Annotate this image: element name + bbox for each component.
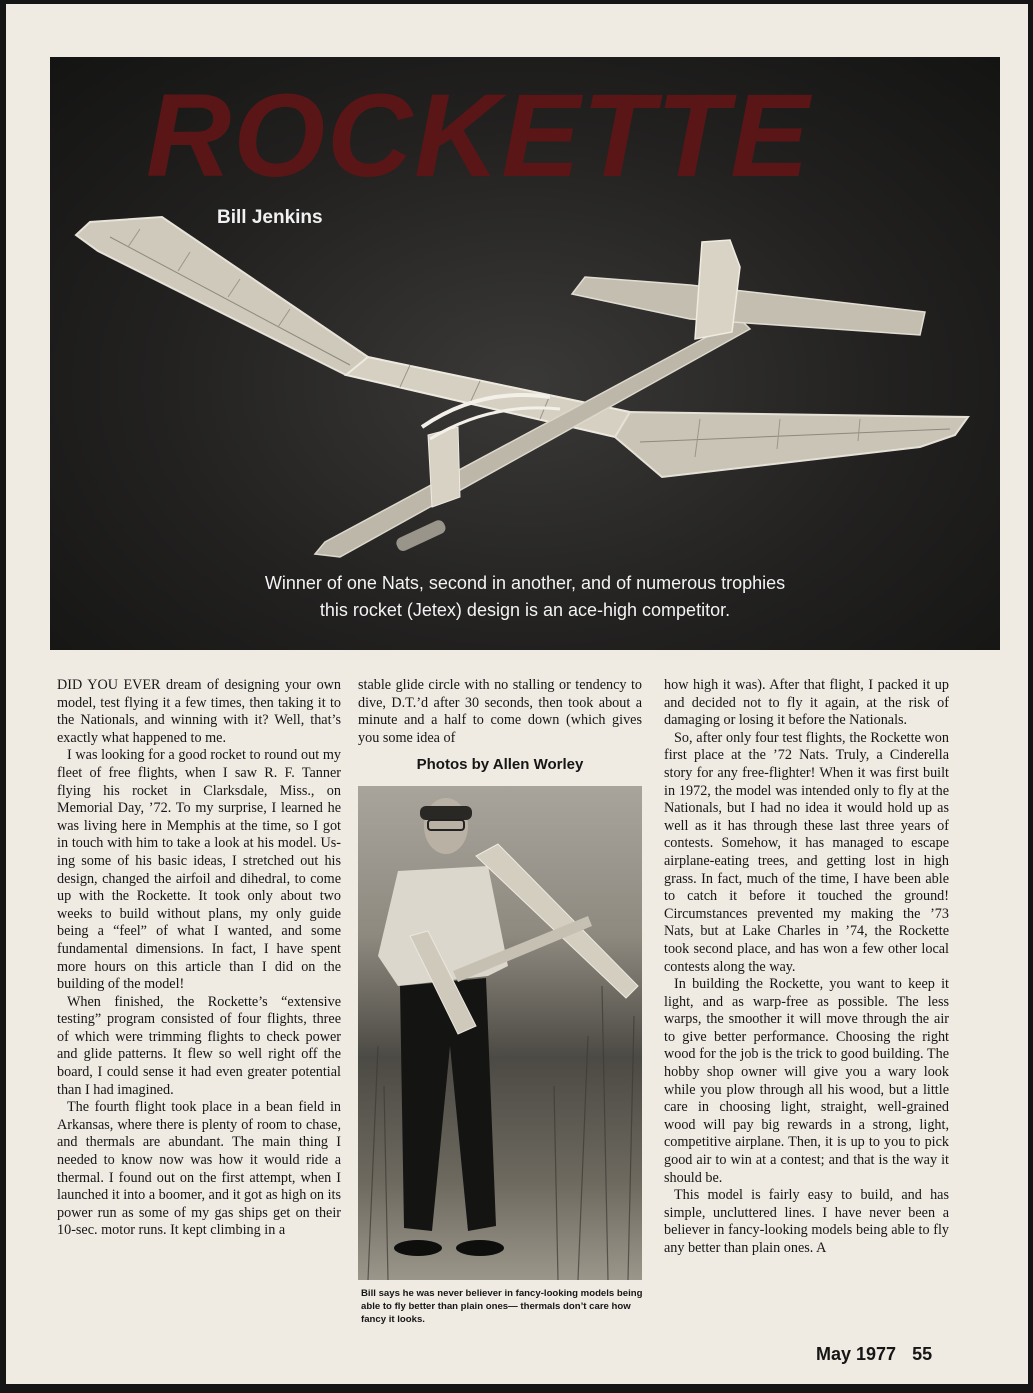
photo-caption: Bill says he was never believer in fancy-looking models being able to fly better than plain ones— thermals don’t care how fancy it looks. bbox=[361, 1288, 643, 1325]
article-column-2 bbox=[358, 677, 642, 747]
paragraph: DID YOU EVER dream of designing your own model, test flying it a few times, then taking it to the Nationals, and winning with it? Well, that’s exactly what happened to me. bbox=[57, 677, 341, 746]
stabilizer bbox=[572, 277, 925, 335]
paragraph: In building the Rockette, you want to keep it light, and as warp-free as possible. The less warps, the smoother it will move through the air to give better performance. Choosing the right wood for the job is the trick to good building. The hobby shop owner will give you a wary look while you plow through all his wood, but a little care in choosing light, straight, well-grained wood will pay big rewards in a strong, light, competitive airplane. Then, it is up to you to pick good air to win at a contest; and that is the way it should be. bbox=[664, 976, 949, 1186]
paragraph: how high it was). After that flight, I packed it up and decided not to fly it again, at the risk of damaging or losing it before the Nationals. bbox=[664, 677, 949, 729]
right-wing bbox=[615, 412, 968, 477]
builder-photo bbox=[358, 786, 642, 1280]
glider-illustration bbox=[50, 57, 1000, 650]
paragraph: When finished, the Rockette’s “extensive testing” program consisted of four flights, three of which were trimming flights to check power and glide patterns. It flew so well right off the board, I could sense it had even greater potential than I had imagined. bbox=[57, 993, 341, 1098]
byline: Bill Jenkins bbox=[217, 207, 323, 228]
hero-caption-line: this rocket (Jetex) design is an ace-high competitor. bbox=[319, 600, 731, 620]
model-wing bbox=[476, 844, 638, 998]
paragraph: The fourth flight took place in a bean field in Arkansas, where there is plenty of room to chase, and thermals are abundant. The main thing I needed to know now was how it would ride a thermal. I found out on the first attempt, when I launched it into a boomer, and it got as high on its power run as some of my gas ships get on their 10-sec. motor runs. It kept climbing in a bbox=[57, 1099, 341, 1239]
page-footer bbox=[816, 1344, 932, 1365]
issue-date: May 1977 bbox=[816, 1344, 897, 1364]
hero-caption bbox=[50, 570, 1000, 624]
article-column-3 bbox=[664, 677, 949, 1258]
builder-photo-illustration bbox=[358, 786, 642, 1280]
paragraph: So, after only four test flights, the Rockette won first place at the ’72 Nats. Truly, a Cinderella story for any free-flighter! When it was first built in 1972, the model was intended only to fly at the Nationals, but I had no idea it would hold up as well as it has through these last three years of contests. Somehow, it has managed to escape airplane-eating trees, and getting lost in high grass. In fact, much of the time, I have been able to catch it before it touched the ground! Circumstances prevented my making the ’73 Nats, but at Lake Charles in ’74, the Rockette took second place, and has won a few other local contests along the way. bbox=[664, 729, 949, 975]
hero-caption-line: Winner of one Nats, second in another, and of numerous trophies bbox=[264, 573, 786, 593]
paragraph: This model is fairly easy to build, and has simple, uncluttered lines. I have never been a believer in fancy-looking models being able to fly any better than plain ones. A bbox=[664, 1187, 949, 1256]
article-column-1 bbox=[57, 677, 341, 1240]
paragraph: stable glide circle with no stalling or tendency to dive, D.T.’d after 30 seconds, then took about a minute and a half to come down (which gives you some idea of bbox=[358, 677, 642, 746]
paragraph: I was looking for a good rocket to round out my fleet of free flights, when I saw R. F. Tanner flying his rocket in Clarksdale, Miss., on Memorial Day, ’72. To my surprise, I learned he was living here in Memphis at the time, so I got in touch with him to take a look at his model. Using some of his basic ideas, I stretched out his design, changed the airfoil and dihedral, to come up with the Rockette. It took only about two weeks to build without plans, my only guide being a “feel” of what I wanted, and some fundamental dimensions. In fact, I have spent more hours on this article than I did on the building of the model! bbox=[57, 747, 341, 993]
photo-credit: Photos by Allen Worley bbox=[416, 756, 584, 773]
article-title: ROCKETTE bbox=[146, 70, 811, 202]
fin bbox=[695, 240, 740, 339]
page-number: 55 bbox=[912, 1344, 933, 1364]
hero-photo bbox=[50, 57, 1000, 650]
person-trousers bbox=[400, 978, 496, 1231]
jetex-motor bbox=[394, 518, 447, 553]
